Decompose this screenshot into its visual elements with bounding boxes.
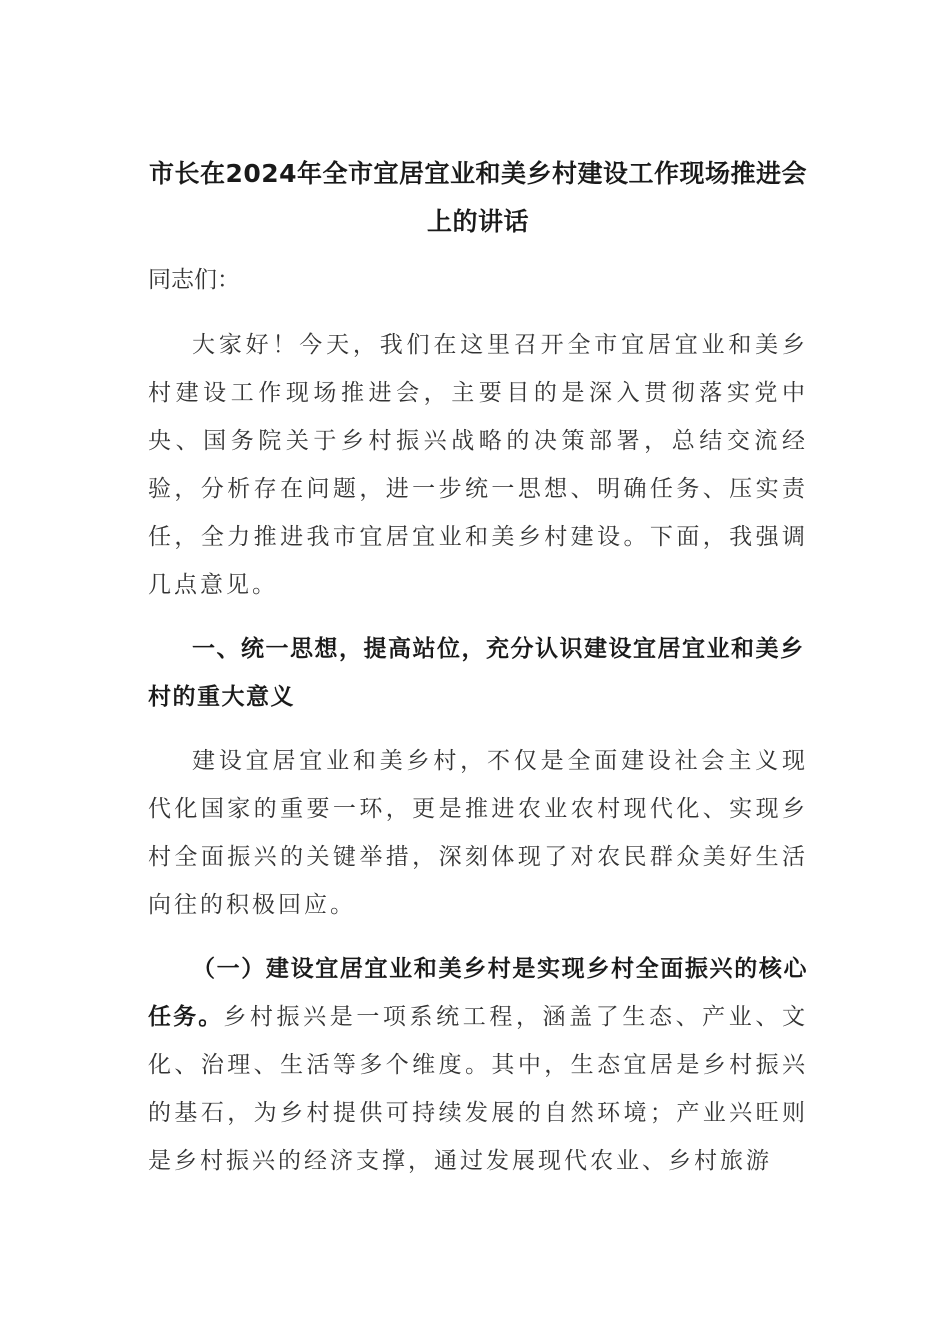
section-1-paragraph: 建设宜居宜业和美乡村，不仅是全面建设社会主义现代化国家的重要一环，更是推进农业农村现代化、实现乡村全面振兴的关键举措，深刻体现了对农民群众美好生活向往的积极回应。 — [148, 748, 808, 918]
document-title: 市长在2024年全市宜居宜业和美乡村建设工作现场推进会上的讲话 — [148, 159, 808, 236]
intro-paragraph: 大家好！今天，我们在这里召开全市宜居宜业和美乡村建设工作现场推进会，主要目的是深入贯彻落实党中央、国务院关于乡村振兴战略的决策部署，总结交流经验，分析存在问题，进一步统一思想、明确任务、压实责任，全力推进我市宜居宜业和美乡村建设。下面，我强调几点意见。 — [148, 332, 808, 598]
subsection-1-body: 乡村振兴是一项系统工程，涵盖了生态、产业、文化、治理、生活等多个维度。其中，生态宜居是乡村振兴的基石，为乡村提供可持续发展的自然环境；产业兴旺则是乡村振兴的经济支撑，通过发展现代农业、乡村旅游 — [148, 1004, 808, 1174]
subsection-1-lead: （一）建设宜居宜业和美乡村是实现乡村全面振兴的核心任务。 — [148, 956, 808, 1030]
document-body — [148, 150, 808, 1185]
salutation: 同志们： — [148, 267, 240, 293]
section-heading-1: 一、统一思想，提高站位，充分认识建设宜居宜业和美乡村的重大意义 — [148, 636, 805, 710]
subsection-1-paragraph — [148, 945, 808, 1185]
